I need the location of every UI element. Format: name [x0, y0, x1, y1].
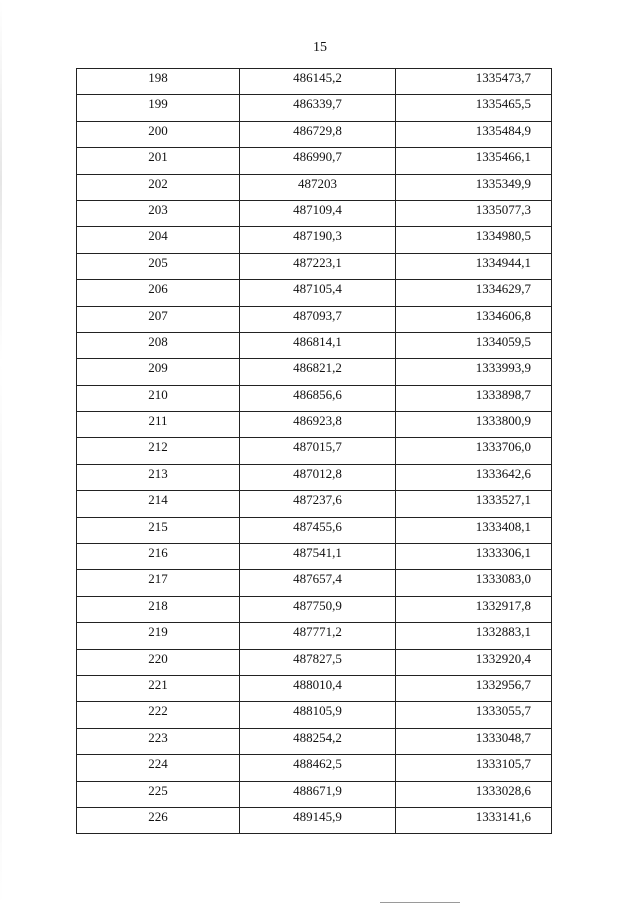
point-number-cell: 200	[77, 121, 240, 147]
point-number-cell: 216	[77, 544, 240, 570]
table-row	[77, 675, 552, 701]
point-number-cell: 217	[77, 570, 240, 596]
x-coordinate-cell: 487455,6	[240, 517, 396, 543]
point-number-cell: 207	[77, 306, 240, 332]
y-coordinate-cell: 1332883,1	[396, 623, 552, 649]
x-coordinate-cell: 487750,9	[240, 596, 396, 622]
x-coordinate-cell: 487105,4	[240, 280, 396, 306]
y-coordinate-cell: 1333993,9	[396, 359, 552, 385]
x-coordinate-cell: 487541,1	[240, 544, 396, 570]
point-number-cell: 203	[77, 200, 240, 226]
y-coordinate-cell: 1332920,4	[396, 649, 552, 675]
y-coordinate-cell: 1334980,5	[396, 227, 552, 253]
x-coordinate-cell: 487012,8	[240, 464, 396, 490]
x-coordinate-cell: 487093,7	[240, 306, 396, 332]
x-coordinate-cell: 487203	[240, 174, 396, 200]
table-row	[77, 596, 552, 622]
y-coordinate-cell: 1333642,6	[396, 464, 552, 490]
point-number-cell: 205	[77, 253, 240, 279]
point-number-cell: 202	[77, 174, 240, 200]
table-row	[77, 359, 552, 385]
point-number-cell: 215	[77, 517, 240, 543]
x-coordinate-cell: 487109,4	[240, 200, 396, 226]
point-number-cell: 224	[77, 755, 240, 781]
x-coordinate-cell: 487657,4	[240, 570, 396, 596]
point-number-cell: 219	[77, 623, 240, 649]
table-row	[77, 253, 552, 279]
point-number-cell: 214	[77, 491, 240, 517]
table-row	[77, 649, 552, 675]
y-coordinate-cell: 1333800,9	[396, 412, 552, 438]
table-row	[77, 174, 552, 200]
x-coordinate-cell: 486814,1	[240, 332, 396, 358]
y-coordinate-cell: 1334606,8	[396, 306, 552, 332]
y-coordinate-cell: 1332956,7	[396, 675, 552, 701]
y-coordinate-cell: 1335077,3	[396, 200, 552, 226]
y-coordinate-cell: 1333048,7	[396, 728, 552, 754]
point-number-cell: 213	[77, 464, 240, 490]
table-row	[77, 807, 552, 833]
point-number-cell: 199	[77, 95, 240, 121]
point-number-cell: 218	[77, 596, 240, 622]
table-row	[77, 491, 552, 517]
table-row	[77, 332, 552, 358]
x-coordinate-cell: 489145,9	[240, 807, 396, 833]
table-row	[77, 517, 552, 543]
x-coordinate-cell: 488254,2	[240, 728, 396, 754]
coordinates-table	[76, 68, 552, 834]
point-number-cell: 226	[77, 807, 240, 833]
coordinates-table-body	[77, 69, 552, 834]
point-number-cell: 220	[77, 649, 240, 675]
x-coordinate-cell: 487223,1	[240, 253, 396, 279]
point-number-cell: 223	[77, 728, 240, 754]
x-coordinate-cell: 488105,9	[240, 702, 396, 728]
table-row	[77, 728, 552, 754]
table-row	[77, 121, 552, 147]
point-number-cell: 211	[77, 412, 240, 438]
x-coordinate-cell: 487190,3	[240, 227, 396, 253]
x-coordinate-cell: 486145,2	[240, 69, 396, 95]
table-row	[77, 412, 552, 438]
y-coordinate-cell: 1333898,7	[396, 385, 552, 411]
table-row	[77, 781, 552, 807]
table-row	[77, 570, 552, 596]
y-coordinate-cell: 1333105,7	[396, 755, 552, 781]
y-coordinate-cell: 1335465,5	[396, 95, 552, 121]
point-number-cell: 221	[77, 675, 240, 701]
x-coordinate-cell: 487015,7	[240, 438, 396, 464]
table-row	[77, 385, 552, 411]
y-coordinate-cell: 1333083,0	[396, 570, 552, 596]
y-coordinate-cell: 1334944,1	[396, 253, 552, 279]
y-coordinate-cell: 1334629,7	[396, 280, 552, 306]
y-coordinate-cell: 1332917,8	[396, 596, 552, 622]
y-coordinate-cell: 1333306,1	[396, 544, 552, 570]
table-row	[77, 280, 552, 306]
x-coordinate-cell: 486856,6	[240, 385, 396, 411]
scan-edge-shadow	[0, 0, 2, 905]
point-number-cell: 206	[77, 280, 240, 306]
x-coordinate-cell: 486923,8	[240, 412, 396, 438]
point-number-cell: 201	[77, 148, 240, 174]
x-coordinate-cell: 488671,9	[240, 781, 396, 807]
x-coordinate-cell: 487771,2	[240, 623, 396, 649]
y-coordinate-cell: 1333408,1	[396, 517, 552, 543]
x-coordinate-cell: 488010,4	[240, 675, 396, 701]
point-number-cell: 198	[77, 69, 240, 95]
x-coordinate-cell: 486729,8	[240, 121, 396, 147]
table-row	[77, 702, 552, 728]
y-coordinate-cell: 1333527,1	[396, 491, 552, 517]
x-coordinate-cell: 487827,5	[240, 649, 396, 675]
table-row	[77, 544, 552, 570]
table-row	[77, 200, 552, 226]
x-coordinate-cell: 486339,7	[240, 95, 396, 121]
y-coordinate-cell: 1335473,7	[396, 69, 552, 95]
x-coordinate-cell: 488462,5	[240, 755, 396, 781]
point-number-cell: 222	[77, 702, 240, 728]
point-number-cell: 212	[77, 438, 240, 464]
x-coordinate-cell: 486990,7	[240, 148, 396, 174]
x-coordinate-cell: 486821,2	[240, 359, 396, 385]
scan-artifact-line	[380, 902, 460, 903]
page-number: 15	[313, 40, 327, 55]
point-number-cell: 208	[77, 332, 240, 358]
table-row	[77, 69, 552, 95]
point-number-cell: 225	[77, 781, 240, 807]
table-row	[77, 148, 552, 174]
y-coordinate-cell: 1333028,6	[396, 781, 552, 807]
table-row	[77, 227, 552, 253]
table-row	[77, 623, 552, 649]
x-coordinate-cell: 487237,6	[240, 491, 396, 517]
y-coordinate-cell: 1335349,9	[396, 174, 552, 200]
point-number-cell: 210	[77, 385, 240, 411]
y-coordinate-cell: 1334059,5	[396, 332, 552, 358]
y-coordinate-cell: 1333141,6	[396, 807, 552, 833]
y-coordinate-cell: 1335466,1	[396, 148, 552, 174]
table-row	[77, 755, 552, 781]
y-coordinate-cell: 1333706,0	[396, 438, 552, 464]
point-number-cell: 204	[77, 227, 240, 253]
table-row	[77, 464, 552, 490]
y-coordinate-cell: 1335484,9	[396, 121, 552, 147]
table-row	[77, 438, 552, 464]
point-number-cell: 209	[77, 359, 240, 385]
y-coordinate-cell: 1333055,7	[396, 702, 552, 728]
table-row	[77, 95, 552, 121]
table-row	[77, 306, 552, 332]
